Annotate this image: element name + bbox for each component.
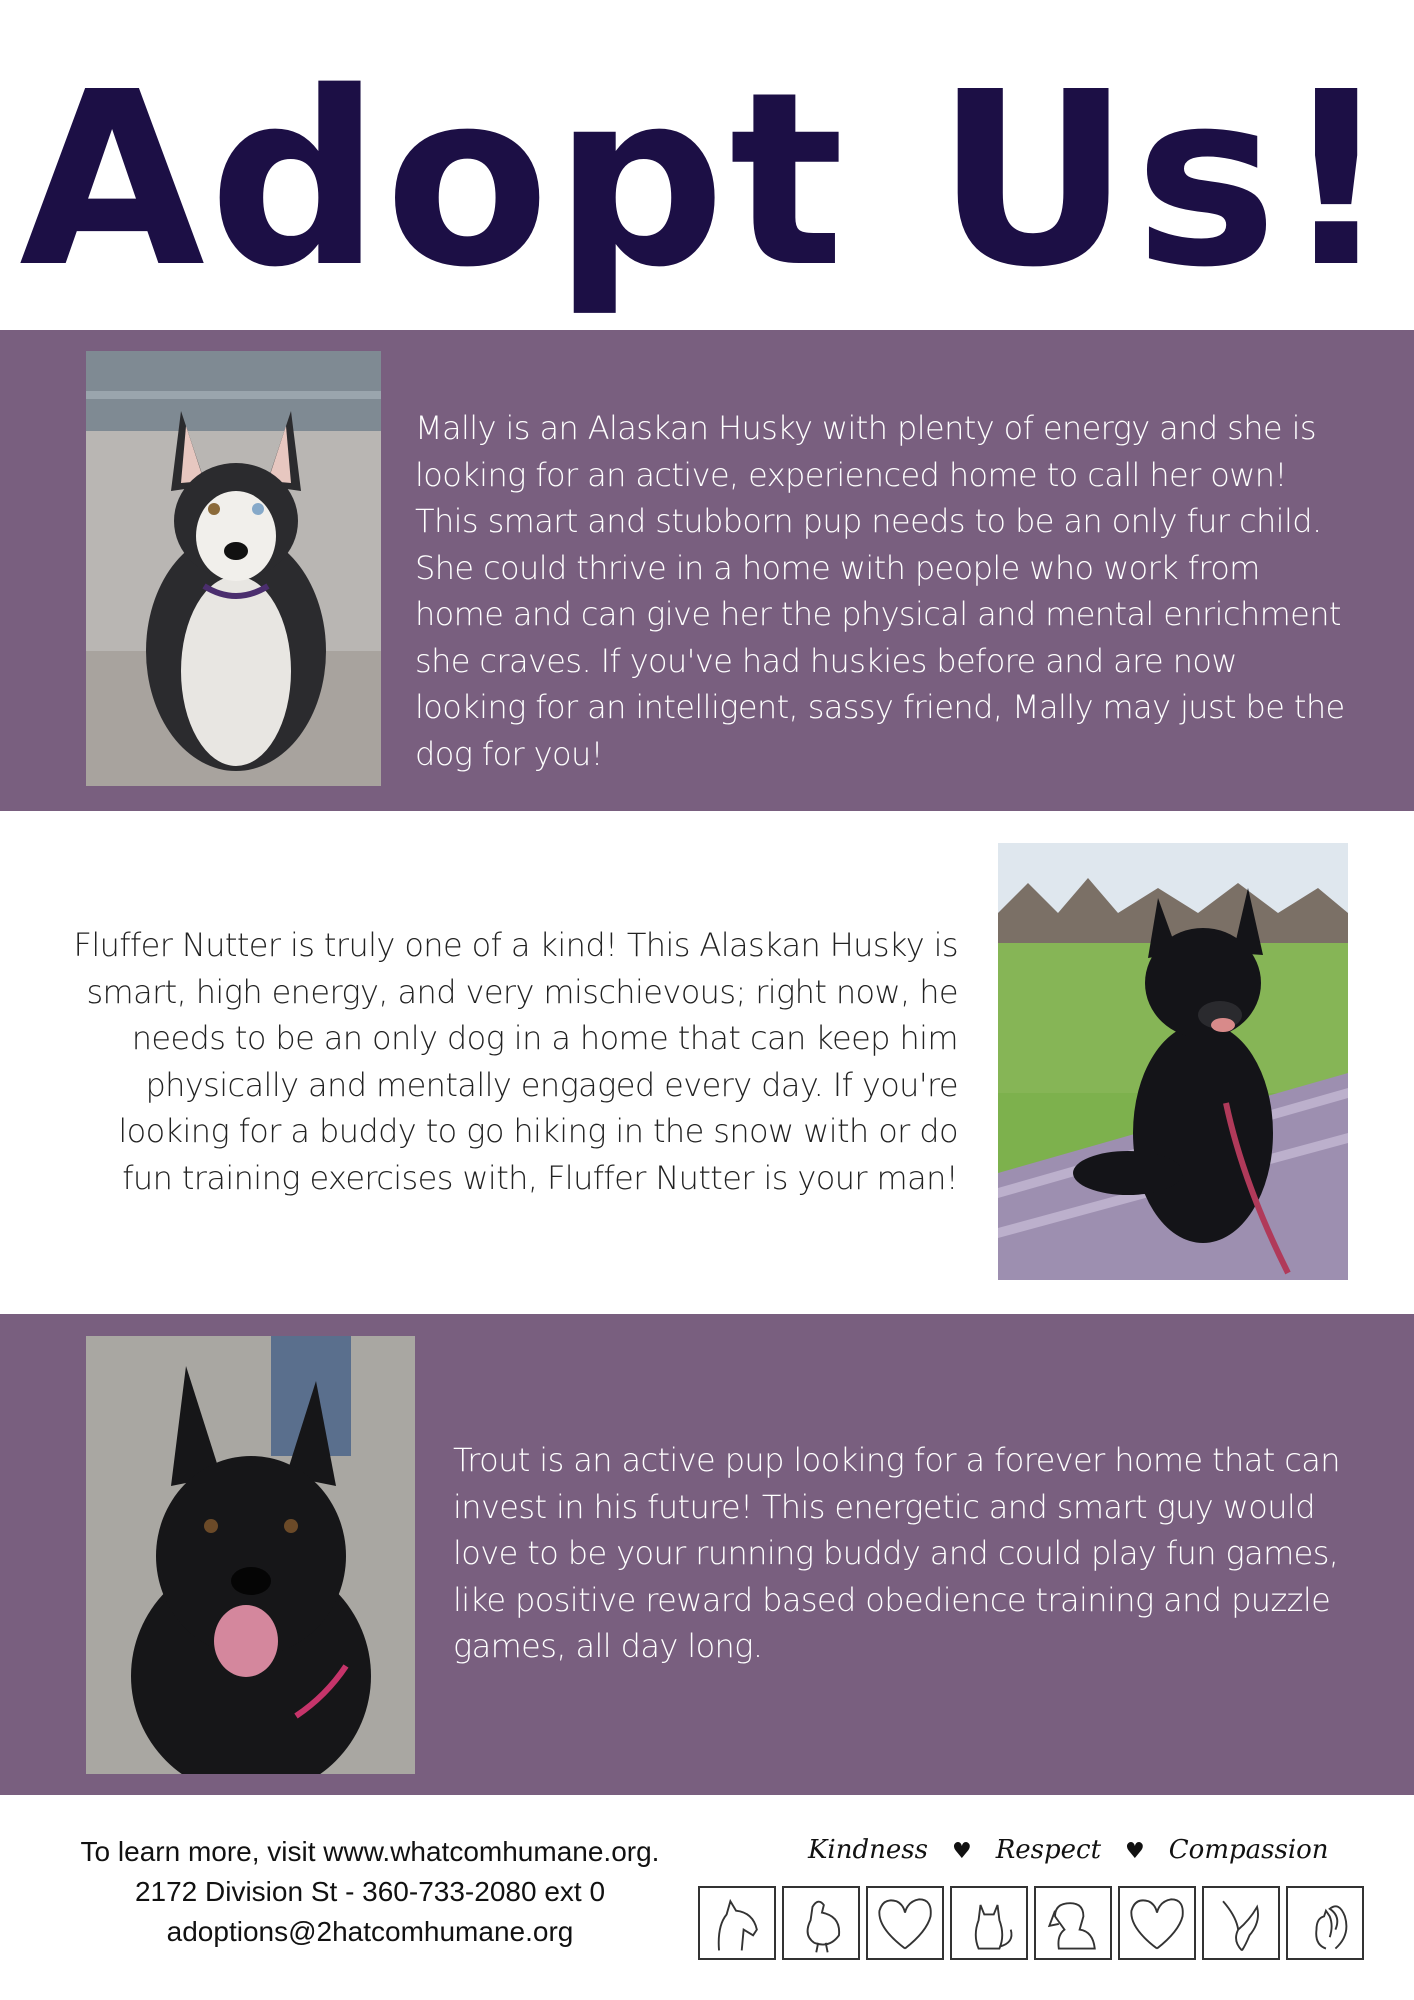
values-tagline (808, 1835, 1329, 1865)
chicken-icon (782, 1886, 860, 1960)
value-kindness: Kindness (808, 1835, 928, 1865)
squirrel-icon (1286, 1886, 1364, 1960)
mally-photo (86, 351, 381, 786)
trout-description: Trout is an active pup looking for a forever home that can invest in his future! This energetic and smart guy would love to be your running buddy and could play fun games, like positive reward based obedience training and puzzle games, all day long. (453, 1441, 1340, 1665)
fluffer-nutter-description: Fluffer Nutter is truly one of a kind! This Alaskan Husky is smart, high energy, and very mischievous; right now, he needs to be an only dog in a home that can keep him physically and mentally engaged every day. If you're looking for a buddy to go hiking in the snow with or do fun training exercises with, Fluffer Nutter is your man! (73, 926, 958, 1197)
dog-icon (1034, 1886, 1112, 1960)
value-respect: Respect (995, 1835, 1102, 1865)
page-title: Adopt Us! (19, 40, 1395, 320)
heart-separator-icon: ♥ (951, 1839, 972, 1864)
cat-icon (950, 1886, 1028, 1960)
horse-icon (698, 1886, 776, 1960)
bird-icon (1202, 1886, 1280, 1960)
address-line: 2172 Division St - 360-733-2080 ext 0 (134, 1876, 606, 1907)
heart-icon (866, 1886, 944, 1960)
heart-icon (1118, 1886, 1196, 1960)
animal-icon-strip (698, 1886, 1364, 1960)
heart-separator-icon: ♥ (1125, 1839, 1145, 1864)
email-line[interactable]: adoptions@2hatcomhumane.org (166, 1916, 574, 1947)
mally-description: Mally is an Alaskan Husky with plenty of energy and she is looking for an active, experienced home to call her own! This smart and stubborn pup needs to be an only fur child. She could thrive in a home with people who work from home and can give her the physical and mental enrichment she craves. If you've had huskies before and are now looking for an intelligent, sassy friend, Mally may just be the dog for you! (415, 409, 1345, 773)
website-line[interactable]: To learn more, visit www.whatcomhumane.org. (80, 1836, 660, 1867)
contact-info (40, 1832, 700, 1952)
trout-photo (86, 1336, 415, 1774)
fluffer-nutter-photo (998, 843, 1348, 1280)
value-compassion: Compassion (1168, 1835, 1329, 1865)
